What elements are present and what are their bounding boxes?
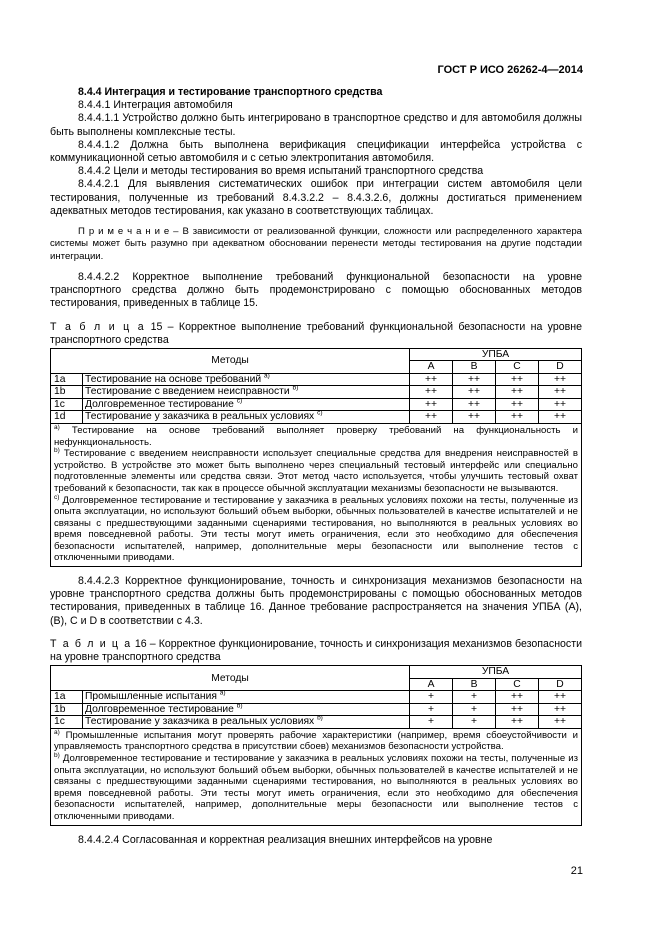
table-16-footnotes [51, 728, 582, 825]
table-row [51, 703, 582, 716]
paragraph-8-4-4-1-2: 8.4.4.1.2 Должна быть выполнена верификация спецификации интерфейса устройства с коммуникационной сетью автомобиля и с сетью электропитания автомобиля. [50, 138, 582, 165]
table-16-caption-text: 16 – Корректное функционирование, точность и синхронизация механизмов безопасности на уровне транспортного средства [50, 637, 582, 664]
page-content [50, 86, 582, 847]
table-15-grade-header: D [539, 361, 582, 374]
row-method: Промышленные испытания $^{a)}$ [83, 691, 410, 704]
note [50, 226, 582, 263]
table-row [51, 716, 582, 729]
document-code: ГОСТ Р ИСО 26262-4—2014 [437, 64, 583, 76]
row-value: ++ [539, 691, 582, 704]
table-15-group-header: УПБА [410, 348, 582, 361]
row-value: ++ [539, 716, 582, 729]
footnote-ref: c) [317, 410, 323, 418]
row-value: ++ [496, 703, 539, 716]
footnote-ref: b) [292, 385, 299, 393]
row-value: ++ [453, 386, 496, 399]
row-value: + [410, 716, 453, 729]
row-value: ++ [410, 411, 453, 424]
table-15 [50, 348, 582, 567]
paragraph-8-4-4-2-1: 8.4.4.2.1 Для выявления систематических ошибок при интеграции систем автомобиля цели тестирования, полученные из требований 8.4.3.2.2 – 8.4.3.2.6, должны достигаться применением адекватных методов тестирования, как указано в соответствующих таблицах. [50, 178, 582, 217]
row-value: ++ [539, 386, 582, 399]
row-method: Долговременное тестирование $^{c)}$ [83, 398, 410, 411]
table-16-caption [50, 638, 582, 664]
footnote: $^{b)}$ Тестирование с введением неисправности использует специальные средства для внедрения неисправностей в устройство. В устройстве это может быть выполнено через специальный тестовый интерфейс или специально подготовленные элементы или средства связи. Этот метод часто используется, чтобы улучшить тестовый охват требований к безопасности, так как в процессе обычной эксплуатации механизмы безопасности не вызываются. [54, 446, 578, 494]
footnote-ref: a) [263, 372, 270, 380]
footnote-ref: b) [317, 714, 323, 722]
table-15-caption-label: Т а б л и ц а [50, 320, 146, 333]
row-value: ++ [539, 703, 582, 716]
table-row [51, 691, 582, 704]
footnote: $^{a)}$ Тестирование на основе требований выполняет проверку требований на функциональность и нефункциональность. [54, 423, 579, 448]
row-value: ++ [453, 373, 496, 386]
row-value: ++ [539, 398, 582, 411]
footnote-ref: a) [219, 689, 226, 697]
table-15-caption-text: 15 – Корректное выполнение требований функциональной безопасности на уровне транспортного средства [50, 320, 583, 346]
row-id: 1a [51, 691, 83, 704]
footnote-ref: c) [236, 397, 243, 405]
table-15-grade-header: B [453, 361, 496, 374]
row-value: + [453, 691, 496, 704]
table-16-caption-label: Т а б л и ц а [50, 637, 132, 650]
row-value: ++ [496, 716, 539, 729]
row-value: ++ [539, 411, 582, 424]
row-value: ++ [539, 373, 582, 386]
row-value: ++ [496, 373, 539, 386]
footnote: $^{a)}$ Промышленные испытания могут проверять рабочие характеристики (например, время сбоеустойчивости и управляемость транспортного средства в присутствии сбоев) механизмов безопасности устройства. [54, 728, 578, 753]
row-value: + [410, 691, 453, 704]
row-method: Тестирование у заказчика в реальных условиях $^{b)}$ [83, 716, 410, 729]
row-method: Тестирование с введением неисправности $^{b)}$ [83, 386, 410, 399]
row-value: ++ [410, 386, 453, 399]
row-value: ++ [410, 398, 453, 411]
page-number: 21 [570, 865, 583, 877]
table-row [51, 373, 582, 386]
table-16-group-header: УПБА [410, 666, 582, 679]
section-heading: 8.4.4 Интеграция и тестирование транспортного средства [78, 86, 383, 98]
paragraph-8-4-4-2-2: 8.4.4.2.2 Корректное выполнение требований функциональной безопасности на уровне транспортного средства должно быть продемонстрировано с помощью обоснованных методов тестирования, приведенных в таблице 15. [50, 270, 582, 310]
paragraph-8-4-4-1-1: 8.4.4.1.1 Устройство должно быть интегрировано в транспортное средство и для автомобиля должны быть выполнены комплексные тесты. [50, 112, 582, 138]
footnote-ref: b) [236, 702, 243, 710]
row-value: ++ [496, 386, 539, 399]
table-16-grade-header: C [496, 678, 539, 691]
row-method: Тестирование у заказчика в реальных условиях $^{c)}$ [83, 411, 410, 424]
table-15-methods-header: Методы [51, 348, 410, 373]
row-id: 1a [51, 373, 83, 386]
row-id: 1d [51, 411, 83, 424]
table-row [51, 386, 582, 399]
row-id: 1c [51, 398, 83, 411]
table-16-grade-header: A [410, 678, 453, 691]
row-value: + [453, 703, 496, 716]
footnote: $^{b)}$ Долговременное тестирование и тестирование у заказчика в реальных условиях похожи на тесты, полученные из опыта эксплуатации, но используют больший объем выборки, обычных пользователей в качестве испытателей и не связаны с предшествующими заданными сценариями тестирования, но выполняются в реальных условиях во время повседневной работы. Эти тесты могут иметь ограничения, если это необходимо для обеспечения безопасности испытателей, например, дополнительные меры безопасности или выполнение тестов с отключенными приводами. [54, 751, 578, 822]
row-id: 1c [51, 716, 83, 729]
table-16-grade-header: D [539, 678, 582, 691]
row-id: 1b [51, 703, 83, 716]
table-15-grade-header: C [496, 361, 539, 374]
table-16 [50, 665, 582, 825]
paragraph-8-4-4-2-4: 8.4.4.2.4 Согласованная и корректная реализация внешних интерфейсов на уровне [78, 833, 493, 846]
footnote: $^{c)}$ Долговременное тестирование и тестирование у заказчика в реальных условиях похожи на тесты, полученные из опыта эксплуатации, но используют больший объем выборки, обычных пользователей в качестве испытателей и не связаны с предшествующими заданными сценариями тестирования, но выполняются в реальных условиях во время повседневной работы. Эти тесты могут иметь ограничения, если это необходимо для обеспечения безопасности испытателей, например, дополнительные меры безопасности или выполнение тестов с отключенными приводами. [54, 493, 578, 564]
note-label: П р и м е ч а н и е [78, 226, 170, 238]
row-value: ++ [410, 373, 453, 386]
note-text: – В зависимости от реализованной функции, сложности или распределенного характера системы может быть разумно при адекватном обосновании перенести методы тестирования на другие подстадии интеграции. [50, 226, 582, 262]
row-id: 1b [51, 386, 83, 399]
paragraph-8-4-4-2: 8.4.4.2 Цели и методы тестирования во время испытаний транспортного средства [78, 165, 484, 178]
row-method: Тестирование на основе требований $^{a)}$ [83, 373, 410, 386]
table-15-footnotes [51, 423, 582, 566]
paragraph-8-4-4-2-3: 8.4.4.2.3 Корректное функционирование, точность и синхронизация механизмов безопасности на уровне транспортного средства должны быть продемонстрированы с помощью обоснованных методов тестирования, приведенных в таблице 16. Данное требование распространяется на значения УПБА (A), (B), C и D в соответствии с 4.3. [50, 575, 582, 627]
row-value: ++ [453, 398, 496, 411]
row-value: ++ [496, 691, 539, 704]
table-row [51, 411, 582, 424]
row-value: ++ [496, 411, 539, 424]
paragraph-8-4-4-1: 8.4.4.1 Интеграция автомобиля [78, 99, 233, 112]
row-value: ++ [496, 398, 539, 411]
row-value: + [453, 716, 496, 729]
row-method: Долговременное тестирование $^{b)}$ [83, 703, 410, 716]
row-value: ++ [453, 411, 496, 424]
table-15-caption [50, 321, 582, 347]
table-16-grade-header: B [453, 678, 496, 691]
row-value: + [410, 703, 453, 716]
table-row [51, 398, 582, 411]
table-15-grade-header: A [410, 361, 453, 374]
table-16-methods-header: Методы [51, 666, 410, 691]
